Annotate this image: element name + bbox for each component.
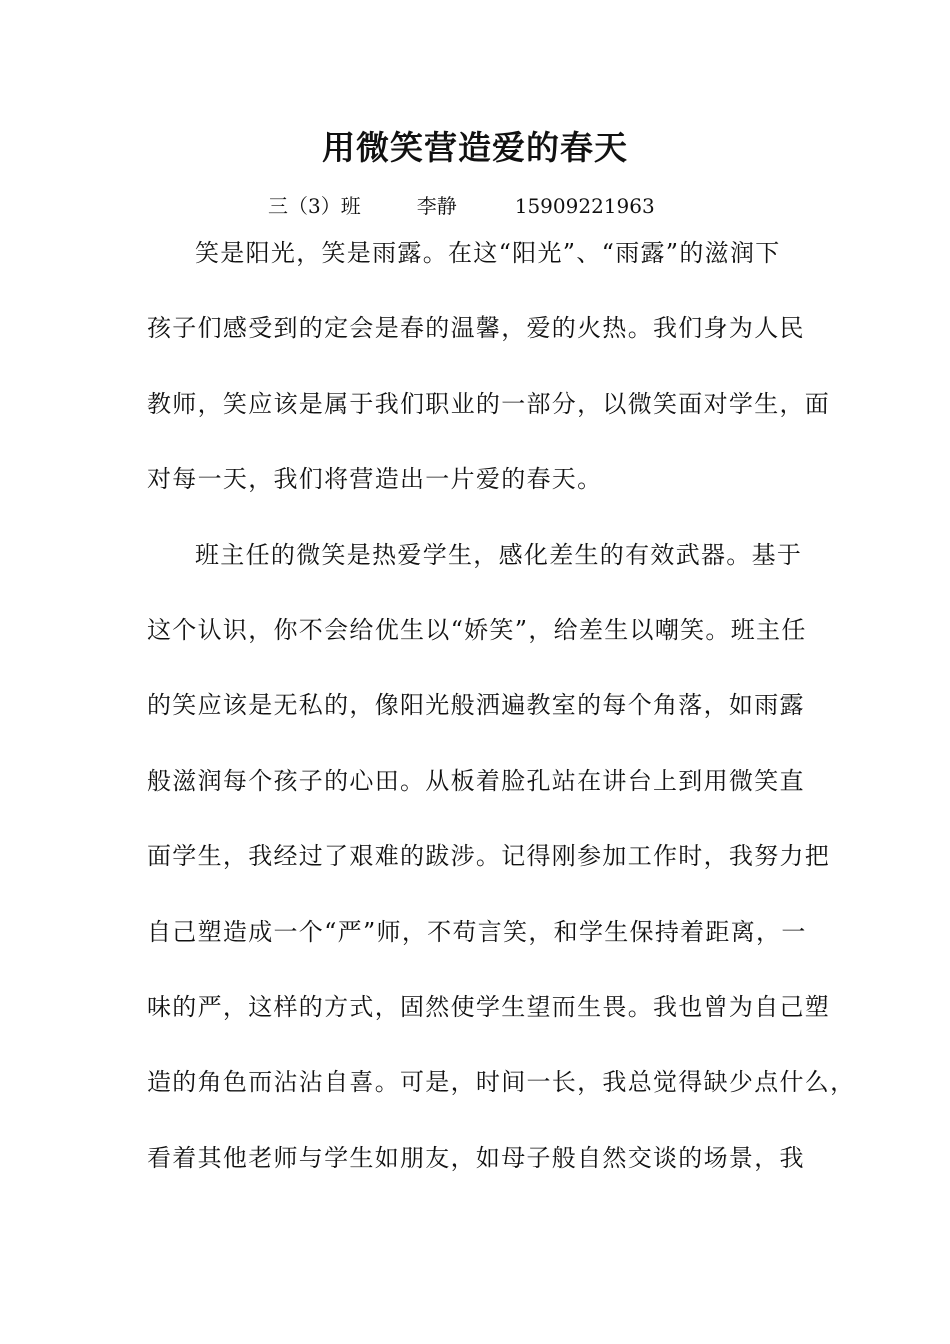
paragraph-line: 孩子们感受到的定会是春的温馨，爱的火热。我们身为人民 xyxy=(147,314,805,343)
paragraph-line: 味的严，这样的方式，固然使学生望而生畏。我也曾为自己塑 xyxy=(147,992,831,1021)
paragraph-line: 面学生，我经过了艰难的跋涉。记得刚参加工作时，我努力把 xyxy=(147,842,831,871)
byline xyxy=(268,192,655,220)
paragraph-line: 对每一天，我们将营造出一片爱的春天。 xyxy=(147,465,603,494)
paragraph-line: 造的角色而沾沾自喜。可是，时间一长，我总觉得缺少点什么， xyxy=(147,1068,856,1097)
byline-author: 李静 xyxy=(416,194,457,218)
document-title: 用微笑营造爱的春天 xyxy=(322,128,628,167)
byline-phone: 15909221963 xyxy=(514,194,655,218)
body-text xyxy=(147,233,856,1213)
paragraph-line: 笑是阳光，笑是雨露。在这“阳光”、“雨露”的滋润下 xyxy=(195,239,781,267)
paragraph-line: 看着其他老师与学生如朋友，如母子般自然交谈的场景，我 xyxy=(147,1143,805,1172)
paragraph-line: 班主任的微笑是热爱学生，感化差生的有效武器。基于 xyxy=(195,540,803,569)
paragraph-line: 这个认识，你不会给优生以“娇笑”，给差生以嘲笑。班主任 xyxy=(147,615,807,644)
paragraph-line: 般滋润每个孩子的心田。从板着脸孔站在讲台上到用微笑直 xyxy=(147,766,805,795)
paragraph-line: 教师，笑应该是属于我们职业的一部分，以微笑面对学生，面 xyxy=(147,389,831,418)
paragraph-line: 自己塑造成一个“严”师，不苟言笑，和学生保持着距离，一 xyxy=(147,917,807,946)
byline-class: 三（3）班 xyxy=(268,194,361,218)
paragraph-line: 的笑应该是无私的，像阳光般洒遍教室的每个角落，如雨露 xyxy=(147,691,805,720)
